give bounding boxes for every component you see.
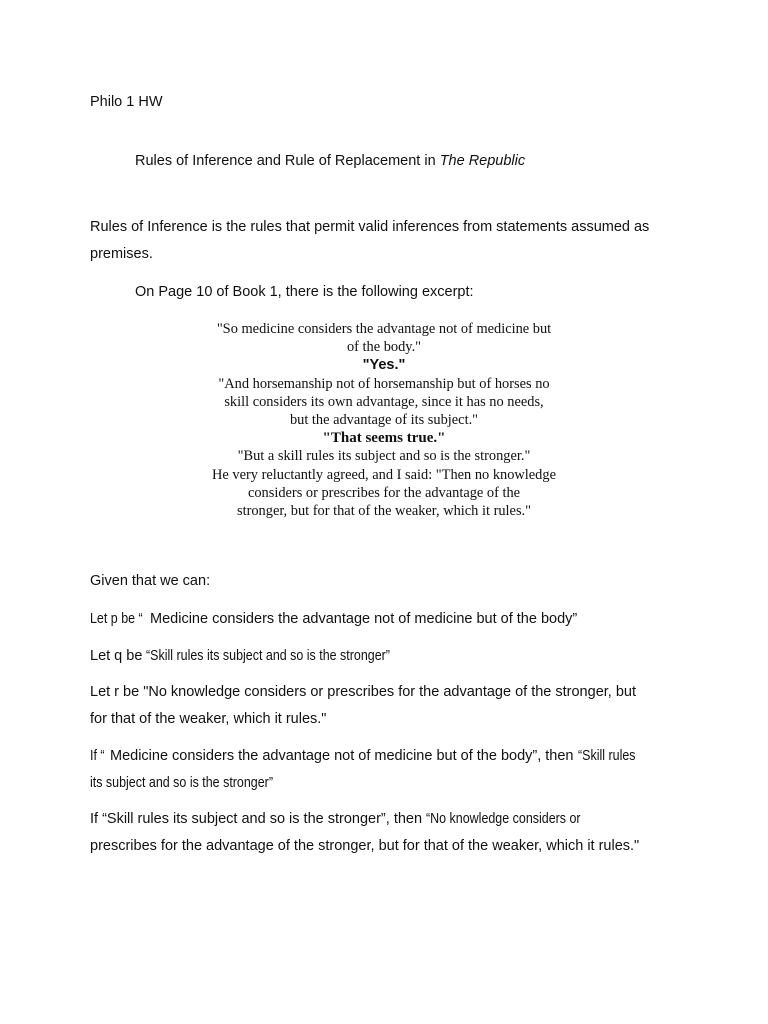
excerpt-intro: On Page 10 of Book 1, there is the following excerpt:: [135, 284, 474, 300]
quote-line: He very reluctantly agreed, and I said: "Then no knowledge: [212, 466, 556, 483]
let-r-line-1: Let r be "No knowledge considers or prescribes for the advantage of the stronger, but: [90, 684, 636, 700]
conditional-1-line-2: [90, 770, 690, 797]
let-q-statement: [90, 648, 430, 664]
let-r-statement: [90, 679, 690, 733]
quote-line: of the body.": [346, 339, 422, 356]
conditional-1-consequent-end: its subject and so is the stronger”: [90, 775, 273, 791]
definition-line-1: Rules of Inference is the rules that permit valid inferences from statements assumed as: [90, 219, 650, 235]
conditional-2: [90, 806, 690, 860]
let-q-body: “Skill rules its subject and so is the stronger”: [146, 648, 391, 664]
conditional-2-lead: If “Skill rules its subject and so is the stronger”, then: [90, 811, 427, 827]
quote-line: considers or prescribes for the advantage of the: [247, 484, 521, 501]
quote-line: but the advantage of its subject.": [289, 412, 479, 429]
let-p-lead: Let p be “: [90, 611, 143, 627]
excerpt-quote: [184, 320, 584, 520]
course-label: Philo 1 HW: [90, 94, 163, 110]
let-q-lead: Let q be: [90, 648, 147, 664]
page-title: [135, 153, 525, 169]
definition-paragraph: [90, 214, 690, 268]
let-p-statement: [90, 611, 577, 627]
definition-line-2: premises.: [90, 246, 153, 262]
let-p-body: Medicine considers the advantage not of medicine but of the body”: [146, 611, 578, 627]
conditional-2-line-2: prescribes for the advantage of the stronger, but for that of the weaker, which it rules.": [90, 838, 640, 854]
quote-line: skill considers its own advantage, since it has no needs,: [224, 393, 544, 410]
quote-line: stronger, but for that of the weaker, which it rules.": [236, 503, 532, 520]
quote-line: "But a skill rules its subject and so is the stronger.": [237, 448, 531, 465]
conditional-1: [90, 743, 690, 797]
quote-reply: "That seems true.": [322, 430, 446, 447]
quote-line: "So medicine considers the advantage not of medicine but: [216, 321, 552, 337]
conditional-2-line-1: [90, 806, 690, 833]
title-book: The Republic: [439, 153, 526, 169]
quote-line: "And horsemanship not of horsemanship but of horses no: [218, 375, 550, 392]
conditional-1-line-1: [90, 743, 690, 770]
let-r-line-2: for that of the weaker, which it rules.": [90, 711, 327, 727]
conditional-1-lead: If “: [90, 748, 105, 764]
conditional-1-consequent-start: “Skill rules: [577, 748, 636, 764]
title-prefix: Rules of Inference and Rule of Replacement in: [135, 153, 440, 169]
conditional-2-consequent-start: “No knowledge considers or: [426, 811, 581, 827]
quote-reply: "Yes.": [362, 357, 406, 374]
conditional-1-antecedent: Medicine considers the advantage not of medicine but of the body”, then: [110, 748, 578, 764]
given-heading: Given that we can:: [90, 573, 211, 589]
